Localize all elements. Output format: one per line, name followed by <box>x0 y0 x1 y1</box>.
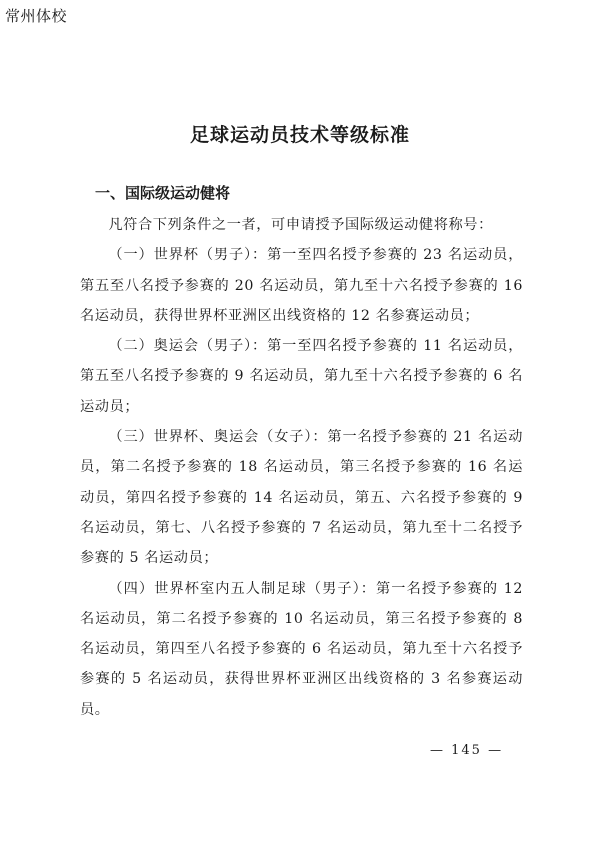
document-body <box>80 210 523 725</box>
section-heading: 一、国际级运动健将 <box>95 184 231 202</box>
clause-paragraph-3: （三）世界杯、奥运会（女子）：第一名授予参赛的 21 名运动员，第二名授予参赛的 18 名运动员，第三名授予参赛的 16 名运动员，第四名授予参赛的 14 名运动员，第五、六名授予参赛的 9 名运动员，第七、八名授予参赛的 7 名运动员，第九至十二名授予参赛的 5 名运动员； <box>80 429 523 567</box>
page-number: — 145 — <box>430 743 504 758</box>
clause-paragraph-4: （四）世界杯室内五人制足球（男子）：第一名授予参赛的 12 名运动员，第二名授予参赛的 10 名运动员，第三名授予参赛的 8 名运动员，第四至八名授予参赛的 6 名运动员，第九至十六名授予参赛的 5 名运动员，获得世界杯亚洲区出线资格的 3 名参赛运动员。 <box>80 580 523 718</box>
header-watermark: 常州体校 <box>5 7 68 25</box>
clause-paragraph-1: （一）世界杯（男子）：第一至四名授予参赛的 23 名运动员，第五至八名授予参赛的 20 名运动员，第九至十六名授予参赛的 16 名运动员，获得世界杯亚洲区出线资格的 12 名参赛运动员； <box>80 247 523 324</box>
clause-paragraph-2: （二）奥运会（男子）：第一至四名授予参赛的 11 名运动员，第五至八名授予参赛的 9 名运动员，第九至十六名授予参赛的 6 名运动员； <box>80 338 523 415</box>
intro-paragraph: 凡符合下列条件之一者，可申请授予国际级运动健将称号： <box>108 217 493 233</box>
document-title: 足球运动员技术等级标准 <box>189 124 410 146</box>
